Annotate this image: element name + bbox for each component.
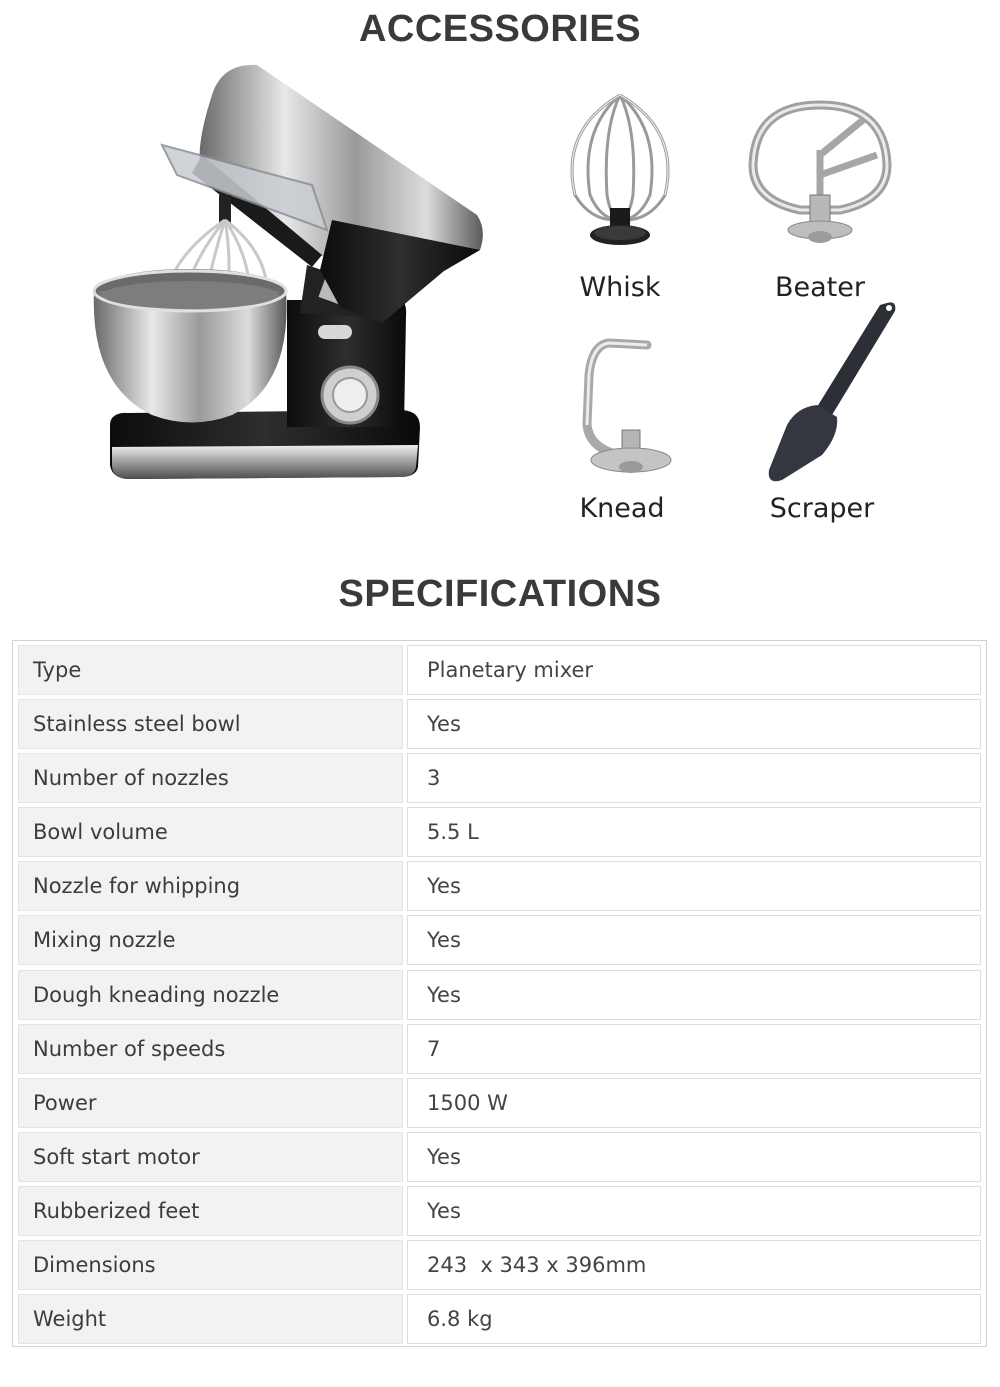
spec-key: Weight — [18, 1294, 403, 1344]
spec-key: Nozzle for whipping — [18, 861, 403, 911]
spec-value: Yes — [407, 861, 981, 911]
accessory-label-whisk: Whisk — [579, 272, 661, 303]
spec-key: Mixing nozzle — [18, 915, 403, 965]
spec-value: Yes — [407, 915, 981, 965]
beater-icon — [745, 95, 895, 255]
spec-value: Yes — [407, 1132, 981, 1182]
spec-value: 6.8 kg — [407, 1294, 981, 1344]
spec-row-rubberized-feet — [16, 1184, 983, 1238]
spec-key: Stainless steel bowl — [18, 699, 403, 749]
spec-value: 1500 W — [407, 1078, 981, 1128]
spec-key: Dough kneading nozzle — [18, 970, 403, 1020]
spec-key: Number of speeds — [18, 1024, 403, 1074]
spec-row-soft-start-motor — [16, 1130, 983, 1184]
spec-key: Power — [18, 1078, 403, 1128]
spec-row-stainless-steel-bowl — [16, 697, 983, 751]
spec-value: 3 — [407, 753, 981, 803]
spec-key: Rubberized feet — [18, 1186, 403, 1236]
spec-key: Number of nozzles — [18, 753, 403, 803]
accessory-label-beater: Beater — [775, 272, 865, 303]
spec-value: 5.5 L — [407, 807, 981, 857]
spec-key: Dimensions — [18, 1240, 403, 1290]
accessory-beater — [730, 95, 910, 310]
spec-key: Bowl volume — [18, 807, 403, 857]
accessory-label-knead: Knead — [579, 493, 665, 524]
spec-value: 7 — [407, 1024, 981, 1074]
whisk-icon — [555, 90, 685, 255]
stand-mixer-image — [82, 55, 492, 495]
spec-row-number-of-speeds — [16, 1022, 983, 1076]
spec-value: 243 x 343 x 396mm — [407, 1240, 981, 1290]
spec-value: Planetary mixer — [407, 645, 981, 695]
spec-value: Yes — [407, 699, 981, 749]
dough-hook-icon — [567, 335, 677, 485]
spec-row-dough-kneading-nozzle — [16, 968, 983, 1022]
spec-key: Soft start motor — [18, 1132, 403, 1182]
scraper-icon — [737, 295, 907, 485]
accessory-label-scraper: Scraper — [769, 493, 875, 524]
accessory-scraper — [732, 295, 912, 530]
spec-row-number-of-nozzles — [16, 751, 983, 805]
spec-row-nozzle-for-whipping — [16, 859, 983, 913]
spec-row-dimensions — [16, 1238, 983, 1292]
spec-value: Yes — [407, 970, 981, 1020]
spec-row-type — [16, 643, 983, 697]
accessory-whisk — [530, 90, 710, 310]
spec-row-mixing-nozzle — [16, 913, 983, 967]
specifications-table — [12, 640, 987, 1347]
spec-key: Type — [18, 645, 403, 695]
accessories-title: ACCESSORIES — [358, 8, 642, 50]
specifications-title: SPECIFICATIONS — [338, 573, 662, 615]
accessory-knead — [532, 335, 712, 530]
spec-value: Yes — [407, 1186, 981, 1236]
spec-row-bowl-volume — [16, 805, 983, 859]
spec-row-weight — [16, 1292, 983, 1346]
spec-row-power — [16, 1076, 983, 1130]
